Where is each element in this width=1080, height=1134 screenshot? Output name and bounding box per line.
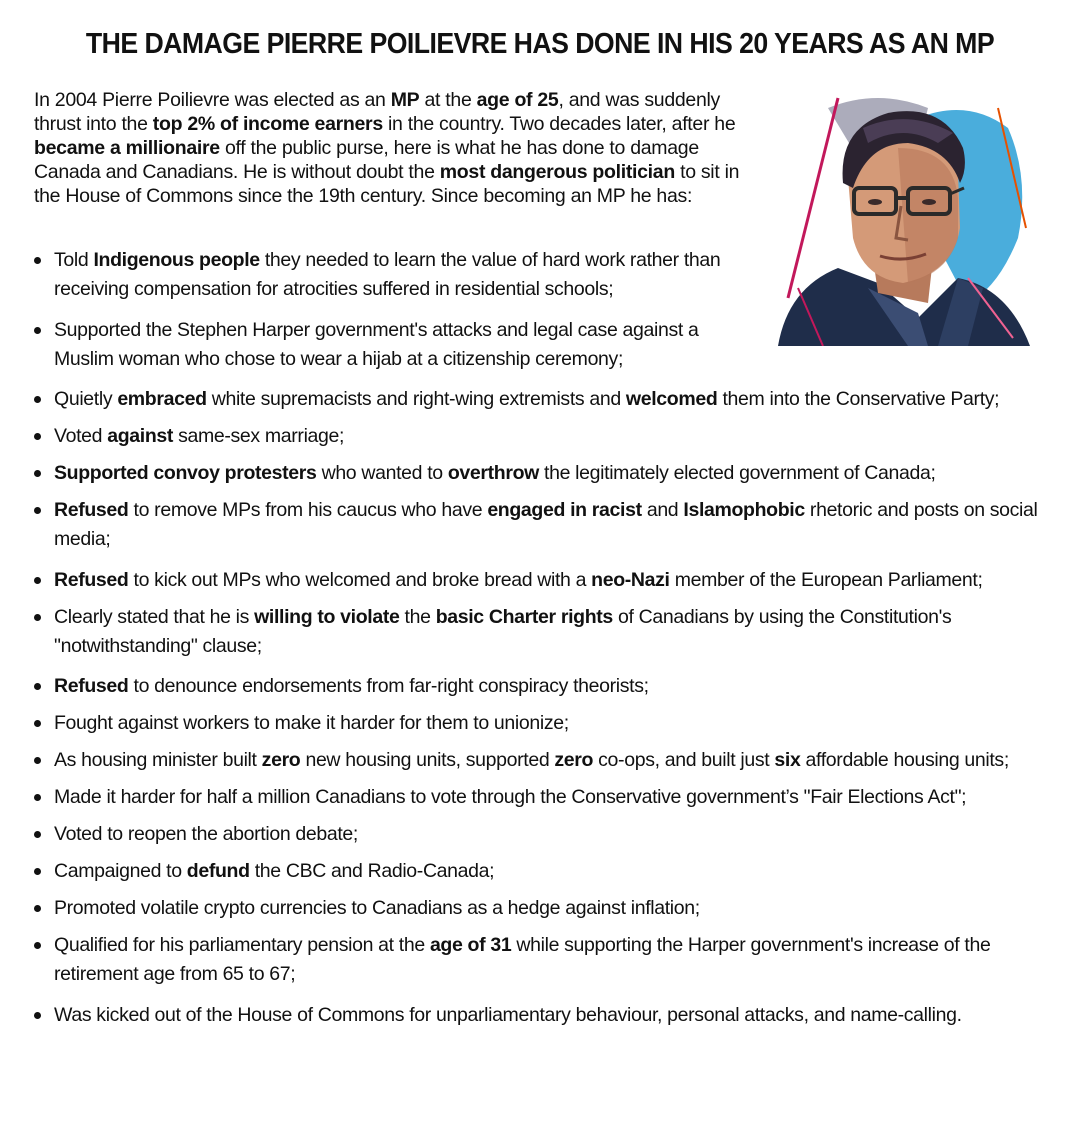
- emphasis-text: defund: [186, 860, 250, 882]
- emphasis-text: became a millionaire: [34, 137, 220, 159]
- list-item: Refused to kick out MPs who welcomed and broke bread with a neo-Nazi member of the European Parliament;: [30, 566, 1050, 595]
- list-item: Was kicked out of the House of Commons for unparliamentary behaviour, personal attacks, and name-calling.: [30, 1001, 1050, 1030]
- list-item: Qualified for his parliamentary pension at the age of 31 while supporting the Harper government's increase of the retirement age from 65 to 67;: [30, 931, 1050, 989]
- intro-paragraph: In 2004 Pierre Poilievre was elected as an MP at the age of 25, and was suddenly thrust into the top 2% of income earners in the country. Two decades later, after he became a millionaire off the public purse, here is what he has done to damage Canada and Canadians. He is without doubt the most dangerous politician to sit in the House of Commons since the 19th century. Since becoming an MP he has:: [34, 89, 740, 207]
- list-item: Voted to reopen the abortion debate;: [30, 820, 1050, 849]
- emphasis-text: embraced: [117, 388, 207, 410]
- emphasis-text: age of 31: [429, 934, 512, 956]
- emphasis-text: basic Charter rights: [435, 605, 613, 628]
- emphasis-text: willing to violate: [254, 605, 400, 628]
- list-item: Promoted volatile crypto currencies to Canadians as a hedge against inflation;: [30, 894, 1050, 923]
- emphasis-text: Islamophobic: [683, 499, 805, 521]
- list-item: Clearly stated that he is willing to violate the basic Charter rights of Canadians by using the Constitution's "notwithstanding" clause;: [30, 603, 1050, 661]
- emphasis-text: Supported convoy protesters: [54, 462, 317, 484]
- emphasis-text: neo-Nazi: [591, 568, 670, 591]
- emphasis-text: zero: [554, 749, 594, 771]
- page-title: THE DAMAGE PIERRE POILIEVRE HAS DONE IN HIS 20 YEARS AS AN MP: [85, 28, 995, 60]
- list-item: Quietly embraced white supremacists and right-wing extremists and welcomed them into the Conservative Party;: [30, 385, 1050, 414]
- list-item: Campaigned to defund the CBC and Radio-Canada;: [30, 857, 1050, 886]
- list-item: Refused to remove MPs from his caucus who have engaged in racist and Islamophobic rhetoric and posts on social media;: [30, 496, 1050, 554]
- emphasis-text: top 2% of income earners: [152, 113, 383, 135]
- list-item: Voted against same-sex marriage;: [30, 422, 1050, 451]
- list-item: Made it harder for half a million Canadians to vote through the Conservative government’s "Fair Elections Act";: [30, 783, 1050, 812]
- list-item: As housing minister built zero new housing units, supported zero co-ops, and built just six affordable housing units;: [30, 746, 1050, 775]
- emphasis-text: Refused: [54, 675, 129, 697]
- list-item: Fought against workers to make it harder for them to unionize;: [30, 709, 1050, 738]
- emphasis-text: Indigenous people: [93, 249, 260, 271]
- emphasis-text: zero: [261, 749, 301, 771]
- emphasis-text: MP: [390, 89, 420, 111]
- list-item: Refused to denounce endorsements from far-right conspiracy theorists;: [30, 672, 1050, 701]
- emphasis-text: against: [107, 425, 174, 447]
- emphasis-text: age of 25: [476, 89, 559, 111]
- list-item: Told Indigenous people they needed to learn the value of hard work rather than receiving compensation for atrocities suffered in residential schools;: [30, 246, 754, 304]
- damage-list: [30, 246, 1050, 1038]
- emphasis-text: Refused: [54, 499, 129, 521]
- emphasis-text: most dangerous politician: [439, 161, 675, 183]
- emphasis-text: welcomed: [625, 388, 718, 410]
- emphasis-text: six: [774, 749, 801, 771]
- list-item: Supported convoy protesters who wanted to overthrow the legitimately elected government of Canada;: [30, 459, 1050, 488]
- emphasis-text: overthrow: [447, 462, 539, 484]
- list-item: Supported the Stephen Harper government's attacks and legal case against a Muslim woman who chose to wear a hijab at a citizenship ceremony;: [30, 316, 754, 374]
- emphasis-text: Refused: [54, 568, 129, 591]
- emphasis-text: engaged in racist: [487, 499, 642, 521]
